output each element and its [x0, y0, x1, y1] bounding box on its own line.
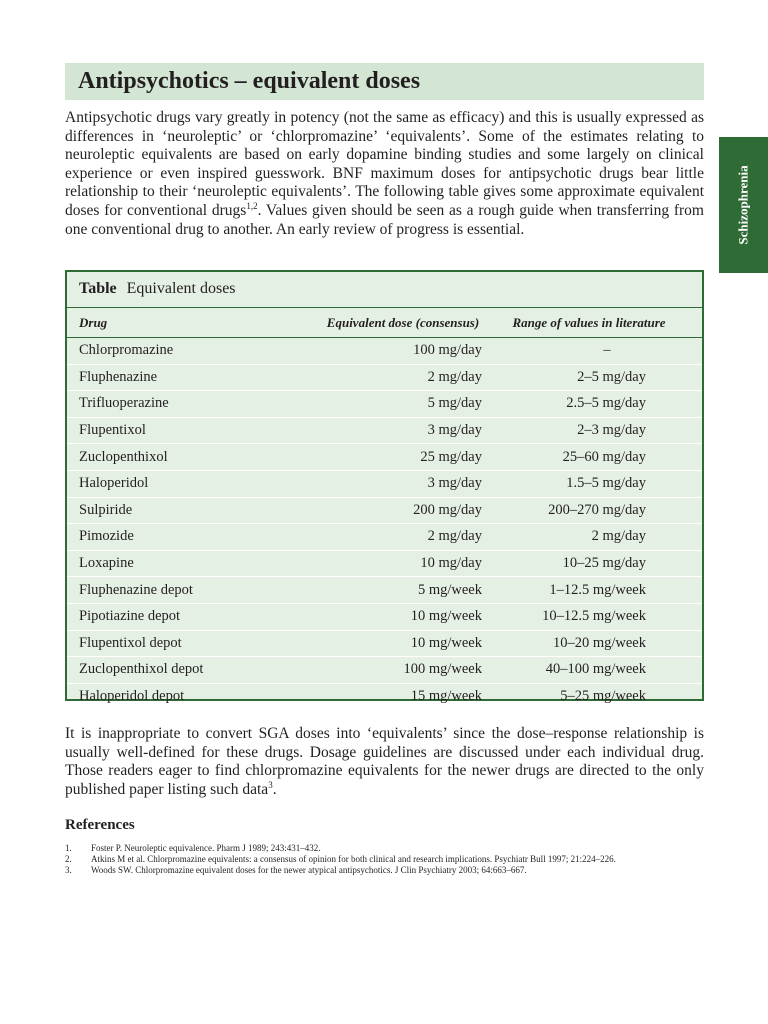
- table-row: [67, 630, 702, 657]
- table-row: [67, 657, 702, 684]
- drug-cell: Pipotiazine depot: [67, 603, 299, 630]
- citation-superscript: 3: [268, 779, 273, 790]
- equivalent-dose-cell: [299, 550, 482, 577]
- table-row: [67, 603, 702, 630]
- table-body: [67, 338, 702, 710]
- equivalent-dose-value: 100 mg/week: [403, 661, 482, 678]
- header-equivalent-dose: Equivalent dose (consensus): [299, 308, 482, 338]
- table-row: [67, 524, 702, 551]
- range-cell: 1.5–5 mg/day: [482, 470, 702, 497]
- citation-superscript: 1,2: [246, 200, 258, 211]
- drug-cell: Loxapine: [67, 550, 299, 577]
- table-label: Table: [79, 280, 117, 297]
- table-row: [67, 444, 702, 471]
- equivalent-dose-cell: [299, 470, 482, 497]
- equivalent-dose-cell: [299, 391, 482, 418]
- table-caption: [67, 272, 702, 308]
- equivalent-dose-value: 2 mg/day: [427, 528, 482, 545]
- drug-cell: Fluphenazine: [67, 364, 299, 391]
- table-row: [67, 364, 702, 391]
- title-bar: [65, 63, 704, 100]
- equivalent-dose-value: 5 mg/week: [417, 581, 482, 598]
- equivalent-dose-cell: [299, 444, 482, 471]
- table-row: [67, 417, 702, 444]
- header-drug: Drug: [67, 308, 299, 338]
- range-cell: 2.5–5 mg/day: [482, 391, 702, 418]
- range-cell: 2–3 mg/day: [482, 417, 702, 444]
- table-row: [67, 338, 702, 365]
- equivalent-dose-cell: [299, 630, 482, 657]
- reference-number: 2.: [65, 854, 72, 864]
- reference-item: [65, 843, 715, 854]
- equivalent-dose-cell: [299, 657, 482, 684]
- table-header-row: [67, 308, 702, 338]
- equivalent-dose-value: 10 mg/week: [410, 608, 482, 625]
- intro-paragraph: Antipsychotic drugs vary greatly in potency (not the same as efficacy) and this is usually expressed as differences in ‘neuroleptic’ or ‘chlorpromazine’ ‘equivalents’. Some of the estimates relating to neuroleptic equivalents are based on early dopamine binding studies and some largely on clinical experience or even inspired guesswork. BNF maximum doses for antipsychotic drugs bear little relationship to their ‘neuroleptic equivalents’. The following table gives some approximate equivalent doses for conventional drugs$^{1,2}$. Values given should be seen as a rough guide when transferring from one conventional drug to another. An early review of progress is essential.: [65, 109, 704, 238]
- drug-cell: Flupentixol depot: [67, 630, 299, 657]
- page-title: Antipsychotics – equivalent doses: [78, 68, 421, 94]
- reference-item: [65, 865, 715, 876]
- reference-number: 3.: [65, 865, 72, 875]
- equivalent-dose-value: 3 mg/day: [427, 475, 482, 492]
- range-cell: –: [482, 338, 702, 365]
- drug-cell: Zuclopenthixol depot: [67, 657, 299, 684]
- drug-cell: Haloperidol: [67, 470, 299, 497]
- table-row: [67, 391, 702, 418]
- reference-number: 1.: [65, 843, 72, 853]
- reference-text: Atkins M et al. Chlorpromazine equivalents: a consensus of opinion for both clinical and research implications. Psychiatr Bull 1997; 21:224–226.: [91, 854, 616, 864]
- equivalent-dose-cell: [299, 577, 482, 604]
- section-tab-label: Schizophrenia: [735, 165, 751, 245]
- equivalent-dose-value: 100 mg/day: [413, 342, 482, 359]
- equivalent-dose-cell: [299, 603, 482, 630]
- table-row: [67, 550, 702, 577]
- drug-cell: Flupentixol: [67, 417, 299, 444]
- range-cell: 200–270 mg/day: [482, 497, 702, 524]
- equivalent-dose-cell: [299, 683, 482, 709]
- table-row: [67, 470, 702, 497]
- equivalent-dose-value: 2 mg/day: [427, 368, 482, 385]
- range-cell: 2 mg/day: [482, 524, 702, 551]
- section-tab: [719, 137, 768, 273]
- table-row: [67, 683, 702, 709]
- drug-cell: Trifluoperazine: [67, 391, 299, 418]
- drug-cell: Sulpiride: [67, 497, 299, 524]
- equivalent-dose-cell: [299, 497, 482, 524]
- references-list: [65, 843, 715, 876]
- equivalent-dose-cell: [299, 417, 482, 444]
- equivalent-dose-cell: [299, 524, 482, 551]
- drug-cell: Chlorpromazine: [67, 338, 299, 365]
- range-cell: 10–12.5 mg/week: [482, 603, 702, 630]
- equivalent-dose-cell: [299, 364, 482, 391]
- equivalent-dose-value: 25 mg/day: [420, 448, 482, 465]
- reference-text: Foster P. Neuroleptic equivalence. Pharm J 1989; 243:431–432.: [91, 843, 321, 853]
- equivalent-dose-value: 3 mg/day: [427, 422, 482, 439]
- range-cell: 2–5 mg/day: [482, 364, 702, 391]
- range-cell: 5–25 mg/week: [560, 688, 646, 705]
- table-row: [67, 497, 702, 524]
- equivalent-dose-value: 5 mg/day: [427, 395, 482, 412]
- equivalent-dose-value: 15 mg/week: [410, 688, 482, 705]
- table-caption-text: Equivalent doses: [126, 280, 236, 297]
- range-cell: 1–12.5 mg/week: [482, 577, 702, 604]
- range-cell: 10–25 mg/day: [482, 550, 702, 577]
- equivalent-dose-value: 200 mg/day: [413, 501, 482, 518]
- sga-paragraph: It is inappropriate to convert SGA doses into ‘equivalents’ since the dose–response relationship is usually well-defined for these drugs. Dosage guidelines are discussed under each individual drug. Those readers eager to find chlorpromazine equivalents for the newer drugs are directed to the only published paper listing such data$^3$.: [65, 725, 704, 798]
- drug-cell: Fluphenazine depot: [67, 577, 299, 604]
- table-row: [67, 577, 702, 604]
- equivalent-dose-cell: [299, 338, 482, 365]
- header-range: Range of values in literature: [482, 308, 702, 338]
- range-cell: 25–60 mg/day: [482, 444, 702, 471]
- references-heading: References: [65, 817, 135, 833]
- reference-text: Woods SW. Chlorpromazine equivalent doses for the newer atypical antipsychotics. J Clin Psychiatry 2003; 64:663–667.: [91, 865, 527, 875]
- drug-cell: Haloperidol depot: [79, 688, 185, 705]
- equivalent-doses-table: [65, 270, 704, 705]
- range-cell: 40–100 mg/week: [482, 657, 702, 684]
- equivalent-dose-value: 10 mg/day: [420, 555, 482, 572]
- equivalent-dose-value: 10 mg/week: [410, 634, 482, 651]
- dose-table: [67, 308, 702, 709]
- range-cell: 10–20 mg/week: [482, 630, 702, 657]
- drug-cell: Zuclopenthixol: [67, 444, 299, 471]
- reference-item: [65, 854, 715, 865]
- drug-cell: Pimozide: [67, 524, 299, 551]
